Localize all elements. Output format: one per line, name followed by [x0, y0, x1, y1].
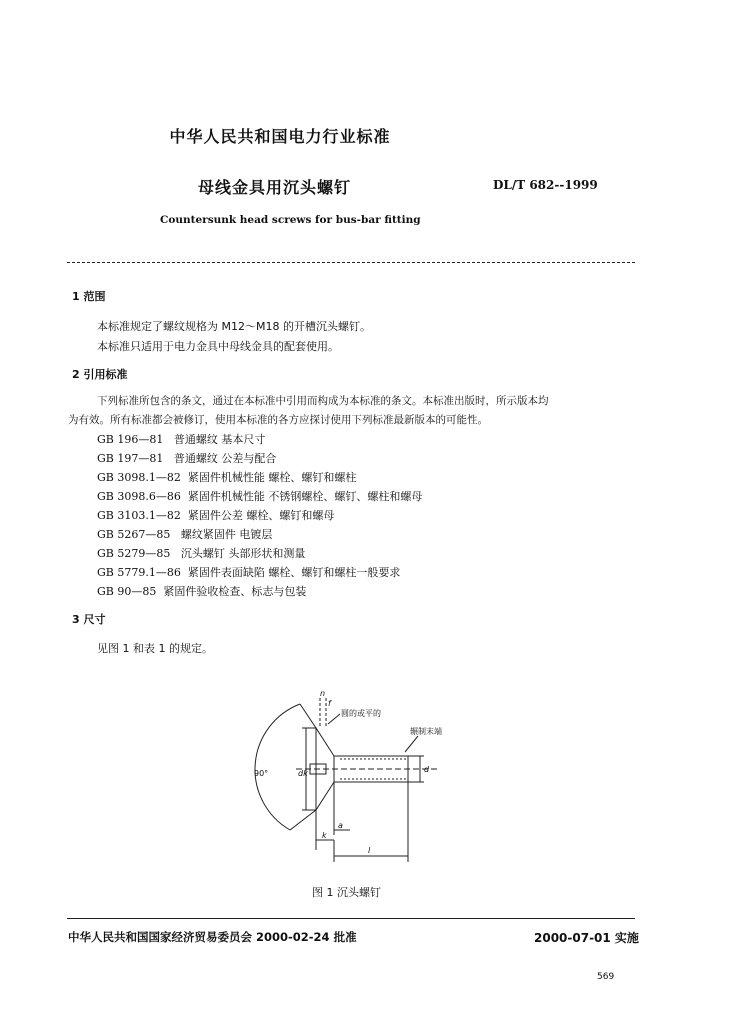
reference-item: GB 5279—85 沉头螺钉 头部形状和测量 [97, 547, 306, 560]
approval-line: 中华人民共和国国家经济贸易委员会 2000-02-24 批准 [68, 930, 357, 944]
label-a: a [338, 821, 343, 830]
label-dk: dk [298, 769, 308, 778]
label-angle: 90° [254, 769, 269, 778]
section-2-intro-line-1: 下列标准所包含的条文，通过在本标准中引用而构成为本标准的条文。本标准出版时，所示版本均 [97, 395, 549, 407]
label-round-or-flat: 圆的或平的 [341, 709, 381, 718]
implementation-date: 2000-07-01 实施 [534, 931, 639, 945]
footer-divider [67, 918, 635, 919]
countersunk-screw-figure [240, 690, 480, 880]
standard-title-en: Countersunk head screws for bus-bar fitting [160, 214, 421, 226]
reference-item: GB 90—85 紧固件验收检查、标志与包装 [97, 585, 307, 598]
section-3-heading: 3 尺寸 [72, 613, 106, 626]
angle-arc [255, 704, 300, 830]
section-2-heading: 2 引用标准 [72, 368, 128, 381]
label-k: k [322, 831, 327, 840]
figure-caption: 图 1 沉头螺钉 [312, 886, 381, 899]
label-thread-end: 辗制末端 [410, 727, 442, 736]
reference-item: GB 3098.6—86 紧固件机械性能 不锈钢螺栓、螺钉、螺柱和螺母 [97, 490, 423, 503]
label-l: l [368, 846, 371, 855]
reference-item: GB 3103.1—82 紧固件公差 螺栓、螺钉和螺母 [97, 509, 335, 522]
reference-item: GB 197—81 普通螺纹 公差与配合 [97, 452, 277, 465]
organization-title: 中华人民共和国电力行业标准 [169, 127, 391, 146]
reference-item: GB 3098.1—82 紧固件机械性能 螺栓、螺钉和螺柱 [97, 471, 357, 484]
page-number: 569 [597, 972, 615, 982]
standard-number: DL/T 682--1999 [493, 178, 598, 192]
reference-item: GB 5267—85 螺纹紧固件 电镀层 [97, 528, 273, 541]
reference-item: GB 5779.1—86 紧固件表面缺陷 螺栓、螺钉和螺柱一般要求 [97, 566, 401, 579]
section-3-line: 见图 1 和表 1 的规定。 [97, 642, 213, 655]
reference-item: GB 196—81 普通螺纹 基本尺寸 [97, 433, 266, 446]
label-f: f [328, 699, 331, 708]
section-1-line-2: 本标准只适用于电力金具中母线金具的配套使用。 [97, 340, 339, 353]
label-n: n [320, 690, 326, 698]
label-d: d [424, 765, 430, 774]
header-divider [67, 262, 635, 263]
section-2-intro-line-2: 为有效。所有标准都会被修订，使用本标准的各方应探讨使用下列标准最新版本的可能性。 [68, 414, 488, 426]
standard-title-cn: 母线金具用沉头螺钉 [198, 178, 352, 197]
section-1-line-1: 本标准规定了螺纹规格为 M12～M18 的开槽沉头螺钉。 [97, 320, 371, 333]
section-1-heading: 1 范围 [72, 290, 106, 303]
